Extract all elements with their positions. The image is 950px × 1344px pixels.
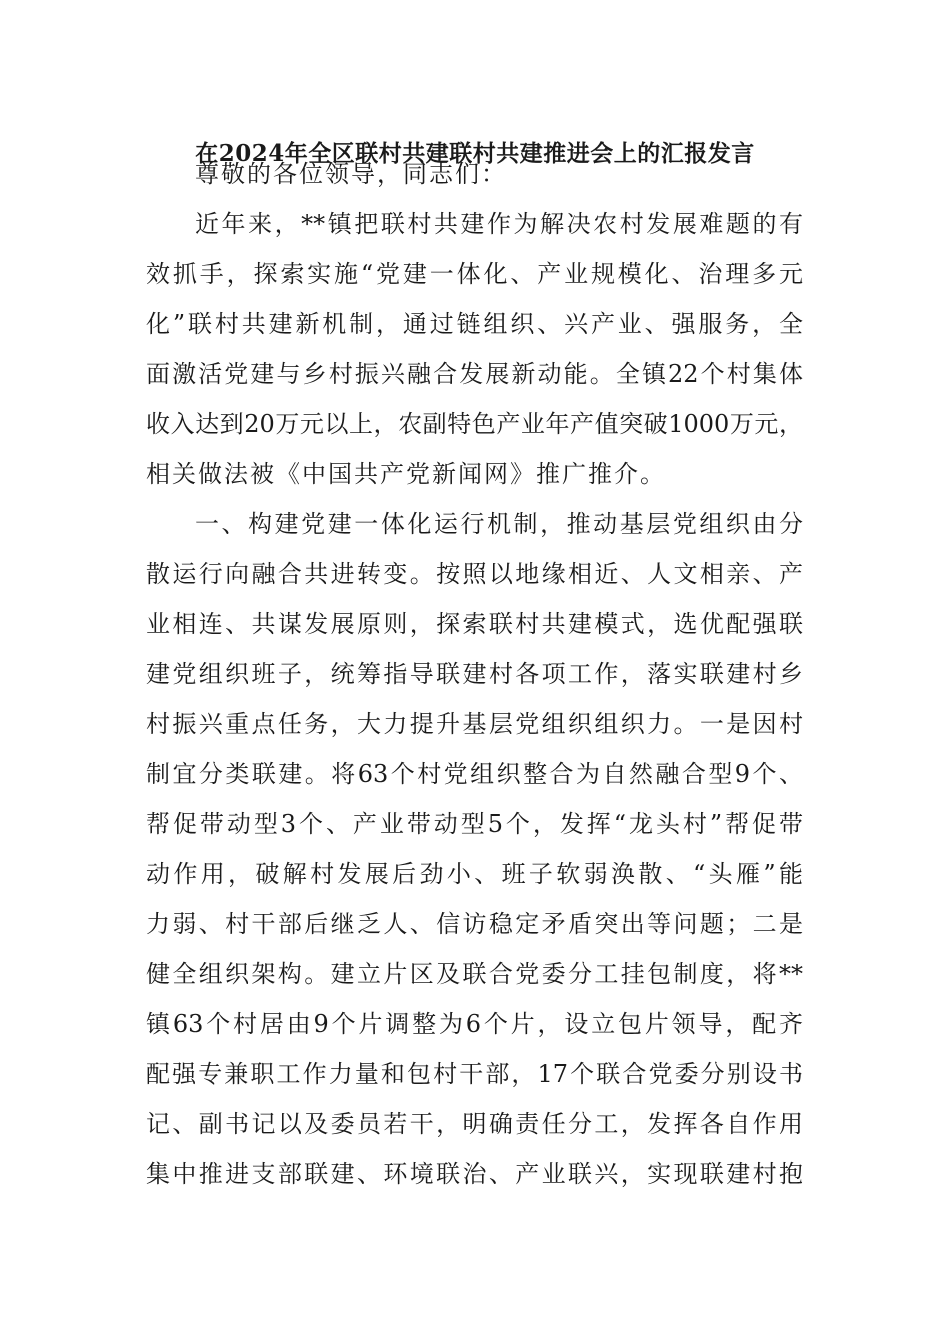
paragraph-line: 建党组织班子，统筹指导联建村各项工作，落实联建村乡 [146,660,803,688]
paragraph-line: 镇63个村居由9个片调整为6个片，设立包片领导，配齐 [146,1010,803,1038]
paragraph-line: 集中推进支部联建、环境联治、产业联兴，实现联建村抱 [146,1160,803,1188]
paragraph-line: 相关做法被《中国共产党新闻网》推广推介。 [146,460,666,488]
paragraph-line: 配强专兼职工作力量和包村干部，17个联合党委分别设书 [146,1060,803,1088]
paragraph-line: 动作用，破解村发展后劲小、班子软弱涣散、“头雁”能 [146,860,803,888]
paragraph-line: 帮促带动型3个、产业带动型5个，发挥“龙头村”帮促带 [146,810,803,838]
paragraph-line: 化”联村共建新机制，通过链组织、兴产业、强服务，全 [146,310,803,338]
paragraph-line: 村振兴重点任务，大力提升基层党组织组织力。一是因村 [146,710,803,738]
paragraph-line: 收入达到20万元以上，农副特色产业年产值突破1000万元， [146,410,803,438]
paragraph-line: 力弱、村干部后继乏人、信访稳定矛盾突出等问题；二是 [146,910,803,938]
paragraph-line: 面激活党建与乡村振兴融合发展新动能。全镇22个村集体 [146,360,803,388]
document-title: 在2024年全区联村共建联村共建推进会上的汇报发言 [195,140,755,167]
salutation: 尊敬的各位领导，同志们： [195,160,507,188]
paragraph-line: 一、构建党建一体化运行机制，推动基层党组织由分 [195,510,803,538]
paragraph-line: 近年来，**镇把联村共建作为解决农村发展难题的有 [195,210,803,238]
paragraph-line: 健全组织架构。建立片区及联合党委分工挂包制度，将** [146,960,803,988]
paragraph-line: 制宜分类联建。将63个村党组织整合为自然融合型9个、 [146,760,803,788]
paragraph-line: 效抓手，探索实施“党建一体化、产业规模化、治理多元 [146,260,803,288]
paragraph-line: 散运行向融合共进转变。按照以地缘相近、人文相亲、产 [146,560,803,588]
paragraph-line: 记、副书记以及委员若干，明确责任分工，发挥各自作用 [146,1110,803,1138]
paragraph-line: 业相连、共谋发展原则，探索联村共建模式，选优配强联 [146,610,803,638]
